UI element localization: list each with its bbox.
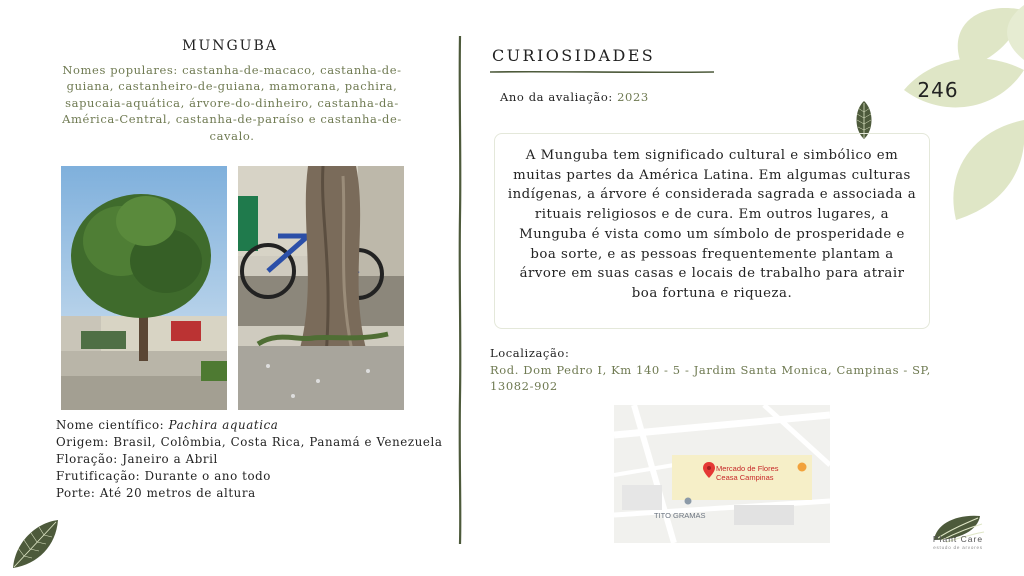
year-value: 2023 — [617, 90, 649, 104]
fruiting: Frutificação: Durante o ano todo — [56, 469, 272, 483]
page-number: 246 — [917, 78, 959, 102]
vertical-divider — [456, 36, 464, 544]
map-place-line1: Mercado de Flores — [716, 464, 779, 473]
evaluation-year — [500, 90, 649, 104]
title-underline — [490, 69, 714, 75]
popular-names: Nomes populares: castanha-de-macaco, castanha-de-guiana, castanheiro-de-guiana, mamorana, pachira, sapucaia-aquática, árvore-do-dinheiro, castanha-da-América-Central, castanha-de-paraíso e castanha-de-cavalo. — [62, 63, 402, 143]
tree-photo — [61, 166, 227, 410]
location-address: Rod. Dom Pedro I, Km 140 - 5 - Jardim Santa Monica, Campinas - SP, 13082-902 — [490, 363, 931, 393]
leaf-icon — [10, 518, 60, 570]
brand-name: Plant Care — [932, 534, 984, 544]
curiosities-card: A Munguba tem significado cultural e simbólico em muitas partes da América Latina. Em algumas culturas indígenas, a árvore é considerada sagrada e associada a rituais religiosos e de cura. Em outros lugares, a Munguba é vista como um símbolo de prosperidade e boa sorte, e as pessoas frequentemente plantam a árvore em suas casas e locais de trabalho para atrair boa fortuna e riqueza. — [494, 133, 930, 329]
flowering: Floração: Janeiro a Abril — [56, 452, 218, 466]
plant-name: MUNGUBA — [182, 38, 278, 54]
location-map[interactable] — [614, 405, 830, 543]
food-pin-icon — [798, 463, 807, 472]
scientific-name: Pachira aquatica — [168, 418, 279, 432]
brand-tagline: estudo de arvores — [933, 545, 983, 550]
place-pin-icon — [685, 498, 692, 505]
location-label: Localização: — [490, 346, 570, 360]
origin: Origem: Brasil, Colômbia, Costa Rica, Panamá e Venezuela — [56, 435, 443, 449]
plant-facts — [56, 417, 446, 502]
size: Porte: Até 20 metros de altura — [56, 486, 256, 500]
year-label: Ano da avaliação: — [500, 90, 618, 104]
scientific-label: Nome científico: — [56, 418, 169, 432]
map-place-line2: Ceasa Campinas — [716, 473, 774, 482]
scientific-name-row — [56, 417, 446, 434]
map-nearby-label: TITO GRAMAS — [654, 511, 706, 520]
curiosities-title: CURIOSIDADES — [492, 46, 656, 65]
trunk-photo — [238, 166, 404, 410]
